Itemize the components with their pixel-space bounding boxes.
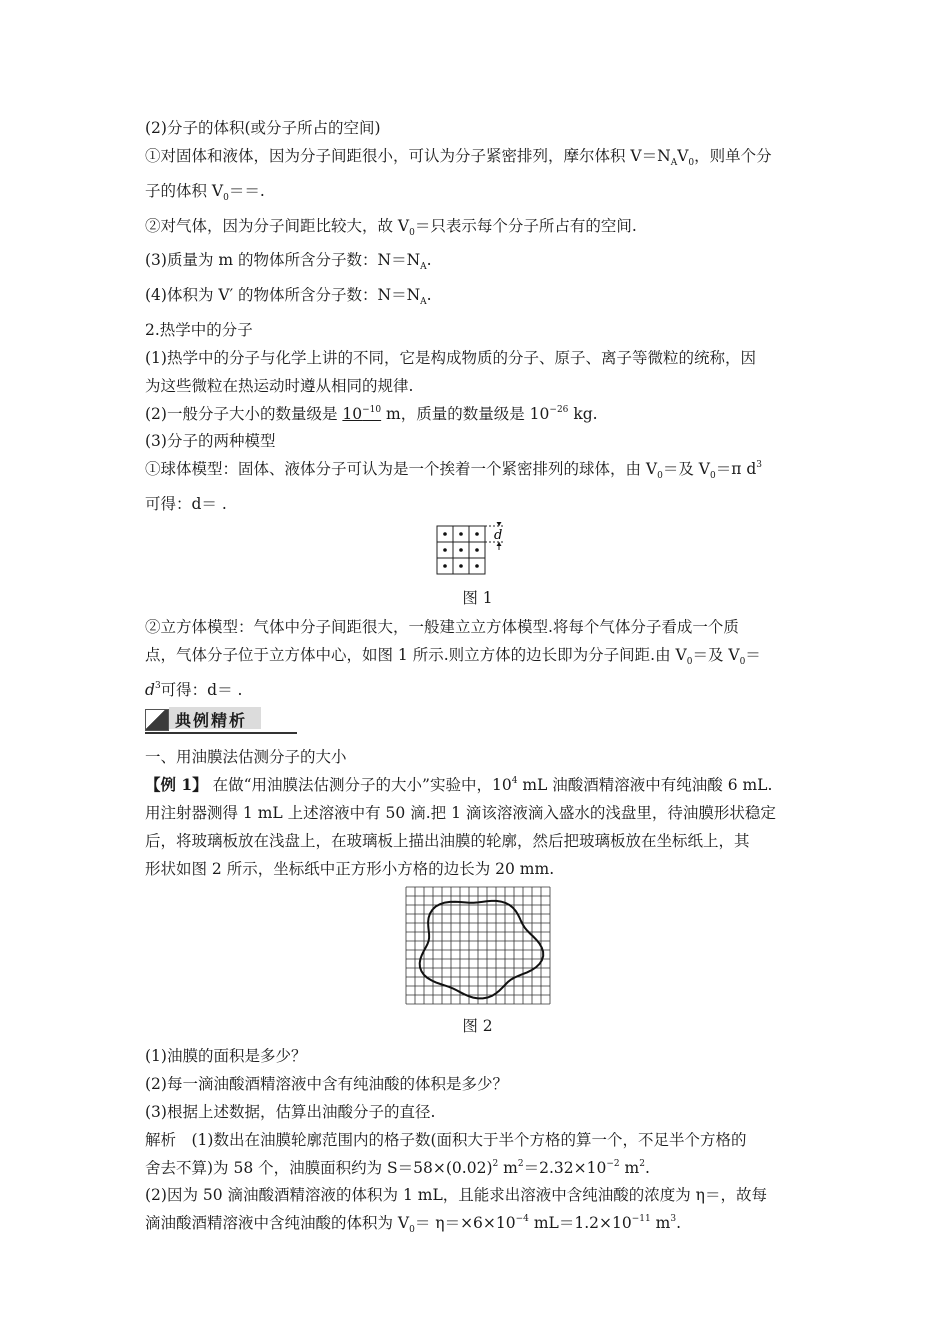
- subscript: A: [670, 157, 678, 168]
- text: 用注射器测得 1 mL 上述溶液中有 50 滴.把 1 滴该溶液滴入盛水的浅盘里，待油膜形状稳定: [145, 804, 776, 822]
- text: m，质量的数量级是 10: [381, 404, 550, 423]
- subscript: 0: [409, 1225, 415, 1236]
- text: ，则单个分: [694, 146, 772, 165]
- text-line: [145, 348, 810, 368]
- text-line: [145, 617, 810, 637]
- figure-2-caption: 图 2: [462, 1017, 493, 1036]
- text: mL＝1.2×10: [528, 1214, 632, 1233]
- superscript: 3: [154, 680, 161, 691]
- subscript: 0: [657, 471, 663, 482]
- text: ②立方体模型：气体中分子间距很大，一般建立立方体模型.将每个气体分子看成一个质: [145, 617, 739, 636]
- superscript: −2: [606, 1158, 620, 1169]
- text: m: [619, 1158, 640, 1177]
- text: ②对气体，因为分子间距比较大，故 V: [145, 216, 410, 235]
- text: mL 油酸酒精溶液中有纯油酸 6 mL.: [517, 776, 773, 795]
- text: 2.热学中的分子: [145, 321, 253, 340]
- text: .: [426, 251, 432, 270]
- section-header: [145, 707, 810, 733]
- text-line: [145, 1185, 810, 1205]
- cube-grid-diagram: [433, 522, 523, 582]
- text: (2)因为 50 滴油酸酒精溶液的体积为 1 mL，且能求出溶液中含纯油酸的浓度为 η＝，故每: [145, 1186, 767, 1205]
- text-line: [145, 1074, 810, 1094]
- text: (3)分子的两种模型: [145, 432, 276, 451]
- text: 滴油酸酒精溶液中含纯油酸的体积为 V: [145, 1214, 410, 1233]
- text: 为这些微粒在热运动时遵从相同的规律.: [145, 376, 414, 395]
- subscript: A: [420, 297, 427, 308]
- text: (1)热学中的分子与化学上讲的不同，它是构成物质的分子、原子、离子等微粒的统称，因: [145, 349, 756, 368]
- text-line: [145, 1046, 810, 1066]
- figure-2: [145, 886, 810, 1010]
- molecule-dot: [443, 548, 447, 552]
- section-corner-icon: [145, 709, 169, 731]
- underlined-answer: [342, 405, 381, 423]
- text: 10: [342, 404, 363, 423]
- text-line: [145, 431, 810, 451]
- text-line: [145, 1158, 810, 1178]
- text-line: [145, 494, 810, 514]
- superscript: 2: [517, 1158, 524, 1169]
- text-line: [145, 181, 810, 208]
- text: 子的体积 V: [145, 181, 224, 200]
- text-line: [145, 146, 810, 173]
- text-line: [145, 645, 810, 672]
- text-line: [145, 320, 810, 340]
- molecule-dot: [475, 548, 479, 552]
- text: (3)根据上述数据，估算出油酸分子的直径.: [145, 1102, 436, 1121]
- text: 舍去不算)为 58 个，油膜面积约为 S＝58×(0.02): [145, 1158, 493, 1177]
- molecule-dot: [459, 564, 463, 568]
- subscript: A: [420, 262, 427, 273]
- text-line: [145, 1102, 810, 1122]
- text: ＝及 V: [662, 460, 710, 479]
- text: (4)体积为 V′ 的物体所含分子数：N＝N: [145, 286, 421, 305]
- molecule-dot: [443, 564, 447, 568]
- text: 点，气体分子位于立方体中心，如图 1 所示.则立方体的边长即为分子间距.由 V: [145, 645, 687, 664]
- molecule-dot: [459, 532, 463, 536]
- text: 一、用油膜法估测分子的大小: [145, 748, 347, 767]
- section-title: 典例精析: [175, 711, 248, 731]
- superscript: −4: [515, 1214, 529, 1225]
- text: (1)油膜的面积是多少？: [145, 1047, 307, 1066]
- text: kg.: [568, 404, 598, 423]
- text: (3)质量为 m 的物体所含分子数：N＝N: [145, 251, 421, 270]
- text-line: [145, 216, 810, 243]
- text: .: [426, 286, 432, 305]
- text: ＝ η＝×6×10: [414, 1214, 516, 1233]
- text: (2)每一滴油酸酒精溶液中含有纯油酸的体积是多少？: [145, 1075, 508, 1094]
- superscript: 2: [639, 1158, 645, 1169]
- text: ＝: [745, 645, 761, 664]
- molecule-dot: [443, 532, 447, 536]
- subscript: 0: [739, 656, 746, 667]
- oil-film-grid: [405, 886, 551, 1006]
- text: 解析 (1)数出在油膜轮廓范围内的格子数(面积大于半个方格的算一个，不足半个方格的: [145, 1130, 747, 1149]
- text-line: [145, 859, 810, 879]
- text: d: [145, 680, 155, 699]
- text: m: [650, 1214, 671, 1233]
- text: 可得：d＝ .: [160, 680, 243, 699]
- text-line: [145, 831, 810, 851]
- molecule-dot: [475, 564, 479, 568]
- subscript: 0: [709, 471, 716, 482]
- text-line: [145, 118, 810, 138]
- text-line: [145, 1130, 810, 1150]
- example-label: 【例 1】: [145, 775, 208, 795]
- d-label: d: [493, 527, 502, 543]
- text-line: [145, 250, 810, 277]
- text-line: [145, 285, 810, 312]
- superscript: −11: [631, 1214, 651, 1225]
- text: ＝2.32×10: [523, 1158, 607, 1177]
- text: ①对固体和液体，因为分子间距很小，可认为分子紧密排列，摩尔体积 V＝N: [145, 146, 671, 165]
- text: (2)一般分子大小的数量级是: [145, 404, 343, 423]
- subscript: 0: [223, 192, 229, 203]
- text: 可得：d＝ .: [145, 495, 227, 514]
- text-line: [145, 680, 810, 700]
- superscript: 3: [756, 460, 762, 471]
- text: 后，将玻璃板放在浅盘上，在玻璃板上描出油膜的轮廓，然后把玻璃板放在坐标纸上，其: [145, 831, 750, 850]
- text: ①球体模型：固体、液体分子可认为是一个挨着一个紧密排列的球体，由 V: [145, 460, 658, 479]
- section-underline: [145, 732, 297, 733]
- molecule-dot: [459, 548, 463, 552]
- subscript: 0: [688, 157, 695, 168]
- subscript: 0: [686, 656, 693, 667]
- text: V: [677, 146, 689, 165]
- text-line: [145, 1213, 810, 1240]
- superscript: 2: [492, 1158, 499, 1169]
- text-line: [145, 747, 810, 767]
- text: ＝π d: [715, 460, 757, 479]
- text: m: [498, 1158, 518, 1177]
- text: ＝＝.: [228, 181, 265, 200]
- arrow-head: [496, 522, 501, 526]
- molecule-dot: [475, 532, 479, 536]
- subscript: 0: [409, 227, 415, 238]
- figure-1: [145, 522, 810, 586]
- text: ＝及 V: [692, 645, 740, 664]
- text: 形状如图 2 所示，坐标纸中正方形小方格的边长为 20 mm.: [145, 859, 555, 878]
- text-line: [145, 775, 810, 795]
- document-page: [145, 118, 810, 1248]
- text-line: [145, 803, 810, 823]
- text-line: [145, 404, 810, 424]
- text: 在做“用油膜法估测分子的大小”实验中，10: [207, 776, 512, 795]
- figure-1-caption: 图 1: [462, 588, 493, 607]
- superscript: −10: [362, 404, 382, 415]
- text: .: [644, 1158, 650, 1177]
- text-line: [145, 459, 810, 486]
- superscript: 3: [670, 1214, 677, 1225]
- text: ＝只表示每个分子所占有的空间.: [414, 216, 637, 235]
- text-line: [145, 376, 810, 396]
- text: .: [676, 1214, 681, 1233]
- text: (2)分子的体积(或分子所占的空间): [145, 119, 381, 137]
- superscript: 4: [511, 776, 518, 787]
- superscript: −26: [549, 404, 569, 415]
